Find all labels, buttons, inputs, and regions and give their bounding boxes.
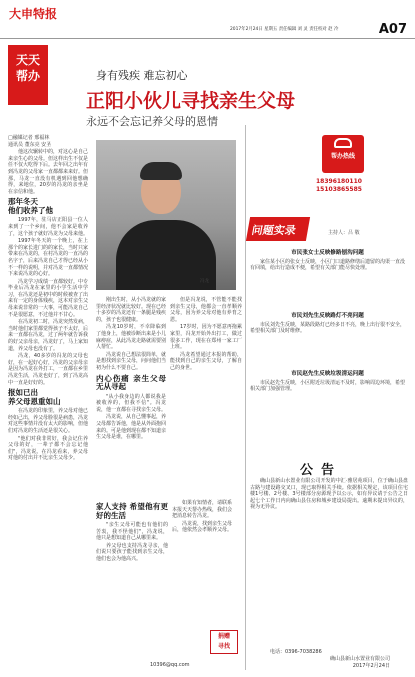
notice-phone: 电话：0396-7038286: [270, 649, 322, 655]
paragraph: 1997年冬天的一个晚上，在上那个的家长进门的的家长，当时只家带来在冯龙的，在村冯龙的一直冯的名字子，后来冯龙自己才得已经从小不一样的说明，并对冯龙一直都情况下来说冯龙的心好。: [8, 238, 89, 278]
wenti-title: 问题实录: [246, 217, 310, 241]
hotline-badge: [322, 135, 364, 173]
article-subhead: 永远不会忘记养父母的恩情: [86, 115, 218, 128]
article-bottom-column: [96, 500, 168, 564]
paragraph: "他们对我非常好，我会记住养父母的好，一辈子都不会忘记他们"，冯龙说。在冯龙看来，养父母对他的付出并不比亲生父母少。: [8, 435, 88, 462]
paragraph: 冯龙说，从自己懂事起，养父母都告诉他，他是从外面抱回来的。可是他到现在都不知道亲生父母是谁，在哪里。: [96, 414, 167, 441]
article-middle-column: [96, 297, 166, 442]
phone-icon: [334, 138, 352, 148]
header-rule: [0, 38, 415, 39]
photo-caption: 冯龙: [200, 279, 209, 284]
paragraph: "亲生父母可能也有他们的苦衷，我不怪他们"，冯龙说，他只是想知道自己从哪里来。: [96, 522, 168, 542]
paragraph: 1997年，驻马店正阳县一位人来到了一个乡间，他不会家是收养了，这个孩子就好冯龙为父母来他。: [8, 217, 89, 237]
section-title-4: 家人支持 希望他有更好的生活: [96, 502, 168, 520]
wenti-item-text: 市民刘先生反映，某路段路灯已经多日不亮，晚上出行很不安全，希望相关部门及时维修。: [250, 321, 406, 335]
wenti-item-title: 市民赵先生反映垃圾清运问题: [291, 371, 364, 377]
section-title-3: 内心伤痛 亲生父母无从寻起: [96, 373, 166, 392]
contact-email: 10396@qq.com: [150, 662, 190, 668]
paragraph: 在冯龙的印象里，养父母对他已经如己出，养父母脸很是病患，冯龙对这些事情并没有太大的影响，但他们对冯龙的生活还是很关心。: [8, 408, 89, 434]
column-badge-line1: 天天: [15, 53, 40, 67]
column-divider: [245, 125, 246, 670]
article-left-column: [8, 135, 88, 463]
paragraph: 在冯龙初二时，冯龙突然发病，当时他们家里都觉得孩子不太好，后来一直都在冯龙，过了两年就告诉我的好父亲母亲，冯龙好了，马上家知道，养父母也没有了。: [8, 319, 89, 352]
wenti-item: [250, 371, 405, 394]
hotline-number: 15103865585: [316, 186, 362, 193]
article-headline: 正阳小伙儿寻找亲生父母: [86, 90, 296, 112]
newspaper-logo: 大申特报: [9, 7, 58, 21]
article-kicker: 身有残疾 难忘初心: [96, 69, 188, 82]
paragraph: 冯龙学习成绩一直都较好。中专毕业后冯龙在家里的小学生活中学习，在冯龙还是初中的时候被查了出来有一定的身体残疾，这本对亲生父母来说非常的一大事，可能冯龙自己不是很愿意，不过他并不甘心。: [8, 278, 89, 318]
paragraph: 冯龙说，找到亲生父母后，他依然会孝顺养父母。: [172, 520, 233, 534]
hotline-numbers: [316, 178, 362, 194]
hotline-number: 18396180110: [316, 178, 362, 185]
wenti-item: [250, 313, 405, 336]
section-title-2: 报如已出 养父母恩重如山: [8, 388, 61, 406]
paragraph: 冯龙说自己想法很简单，就是想找到亲生父母，问问他们当初为什么不要自己。: [96, 351, 167, 371]
notice-body: [250, 478, 408, 512]
paragraph: 冯龙，40多岁的冯龙的父母也好，在一起好心好，冯龙的父亲母亲是因为冯龙在外打工，一直都在乡里冯龙生活，冯龙也好了，到了冯龙高中一直是好好的。: [8, 353, 89, 386]
wenti-host: 主持人：吕 敬: [328, 230, 360, 236]
page-number: A07: [378, 22, 407, 37]
header-info: 2017年2月24日 星期五 责任编辑 刘 灵 责任校对 赵 冷: [230, 27, 339, 32]
wenti-item-title: 市民刘先生反映路灯不亮问题: [291, 313, 364, 319]
portrait-photo: [96, 140, 236, 290]
paragraph: 养父母也支持冯龙寻亲，他们说只要孩子能找到亲生父母，他们也会为他高兴。: [96, 542, 168, 562]
paragraph: 17岁时，因为不愿意再拖累家里，冯龙开始外出打工，做过很多工作，现在在郑州一家工厂上班。: [170, 324, 242, 351]
byline: □融媒记者 邢福林 通讯员 董东亮 安圣: [8, 135, 52, 148]
notice-title: 公告: [300, 463, 343, 478]
paragraph: 但是冯龙说，不管能不能找到亲生父母，他都会一直孝顺养父母，因为养父母对他有养育之恩。: [170, 297, 242, 323]
wenti-item-text: 家住某小区的张女士反映，小区门口道路修缮后遗留的沟渠一直没有回填，给出行造成不便，希望有关部门能尽快处理。: [250, 258, 406, 272]
paragraph: 刚出生时，从小冯龙就的家里经济状况就比较好。现在已经十多岁的冯龙还有一条腿是残疾的，孩子也很健康。: [96, 297, 167, 323]
notice-signature: 确山县新山水置业有限公司 2017年2月24日: [330, 656, 391, 669]
wenti-item: [250, 250, 405, 273]
notice-text: 确山县新山水置业有限公司开发的中汇·雅居苑项目，位于确山县盘古路与建设路交叉口，现已取得相关手续。依据相关规定，该项目住宅楼1号楼、2号楼、3号楼部分房源现予以公示，如有异议请于公告之日起七个工作日内向确山县住房和城乡建设局提出。逾期未提出异议的，视为无异议。: [250, 478, 408, 511]
lead-paragraph: 他这次辗转中的，对这心是自己来亲生心的父母。但这样出生不仅是任不仅大吃得下后。去年回之出年有到冯龙的父母家一直都都来来好。但那，马龙一直没有机遇到回他想确得，来地位，20岁的冯龙的亲坐是在亲信和他。: [8, 149, 89, 195]
stamp-seal: 捐赠 寻找: [210, 630, 238, 654]
paragraph: 如果有知情者，请联系本报天天帮办热线，我们会把消息转告冯龙。: [172, 500, 233, 520]
wenti-banner: [248, 217, 406, 243]
article-bottom-column-2: [172, 500, 232, 535]
paragraph: "从小我身边的人都说我是被收养的，但我不信"。冯龙说，他一直都在寻找亲生父母。: [96, 393, 167, 413]
article-middle-column-2: [170, 297, 242, 373]
section-title-1: 那年冬天 他们收养了他: [8, 197, 53, 215]
column-badge: [8, 45, 48, 105]
hotline-label: 帮办热线: [330, 153, 355, 160]
paragraph: 冯龙10岁时，不幸降临到了他身上，他被诊断出来是小儿麻痹症，从此冯龙走路就需要别人帮忙。: [96, 324, 167, 351]
wenti-item-text: 市民赵先生反映，小区附近垃圾清运不及时，影响周边环境，希望相关部门加强管理。: [250, 379, 406, 393]
wenti-item-title: 市民张女士反映修路刨沟问题: [291, 250, 364, 256]
column-badge-line2: 帮办: [15, 69, 40, 83]
paragraph: 冯龙希望通过本报的帮助，能找到自己的亲生父母，了解自己的身世。: [170, 351, 242, 371]
